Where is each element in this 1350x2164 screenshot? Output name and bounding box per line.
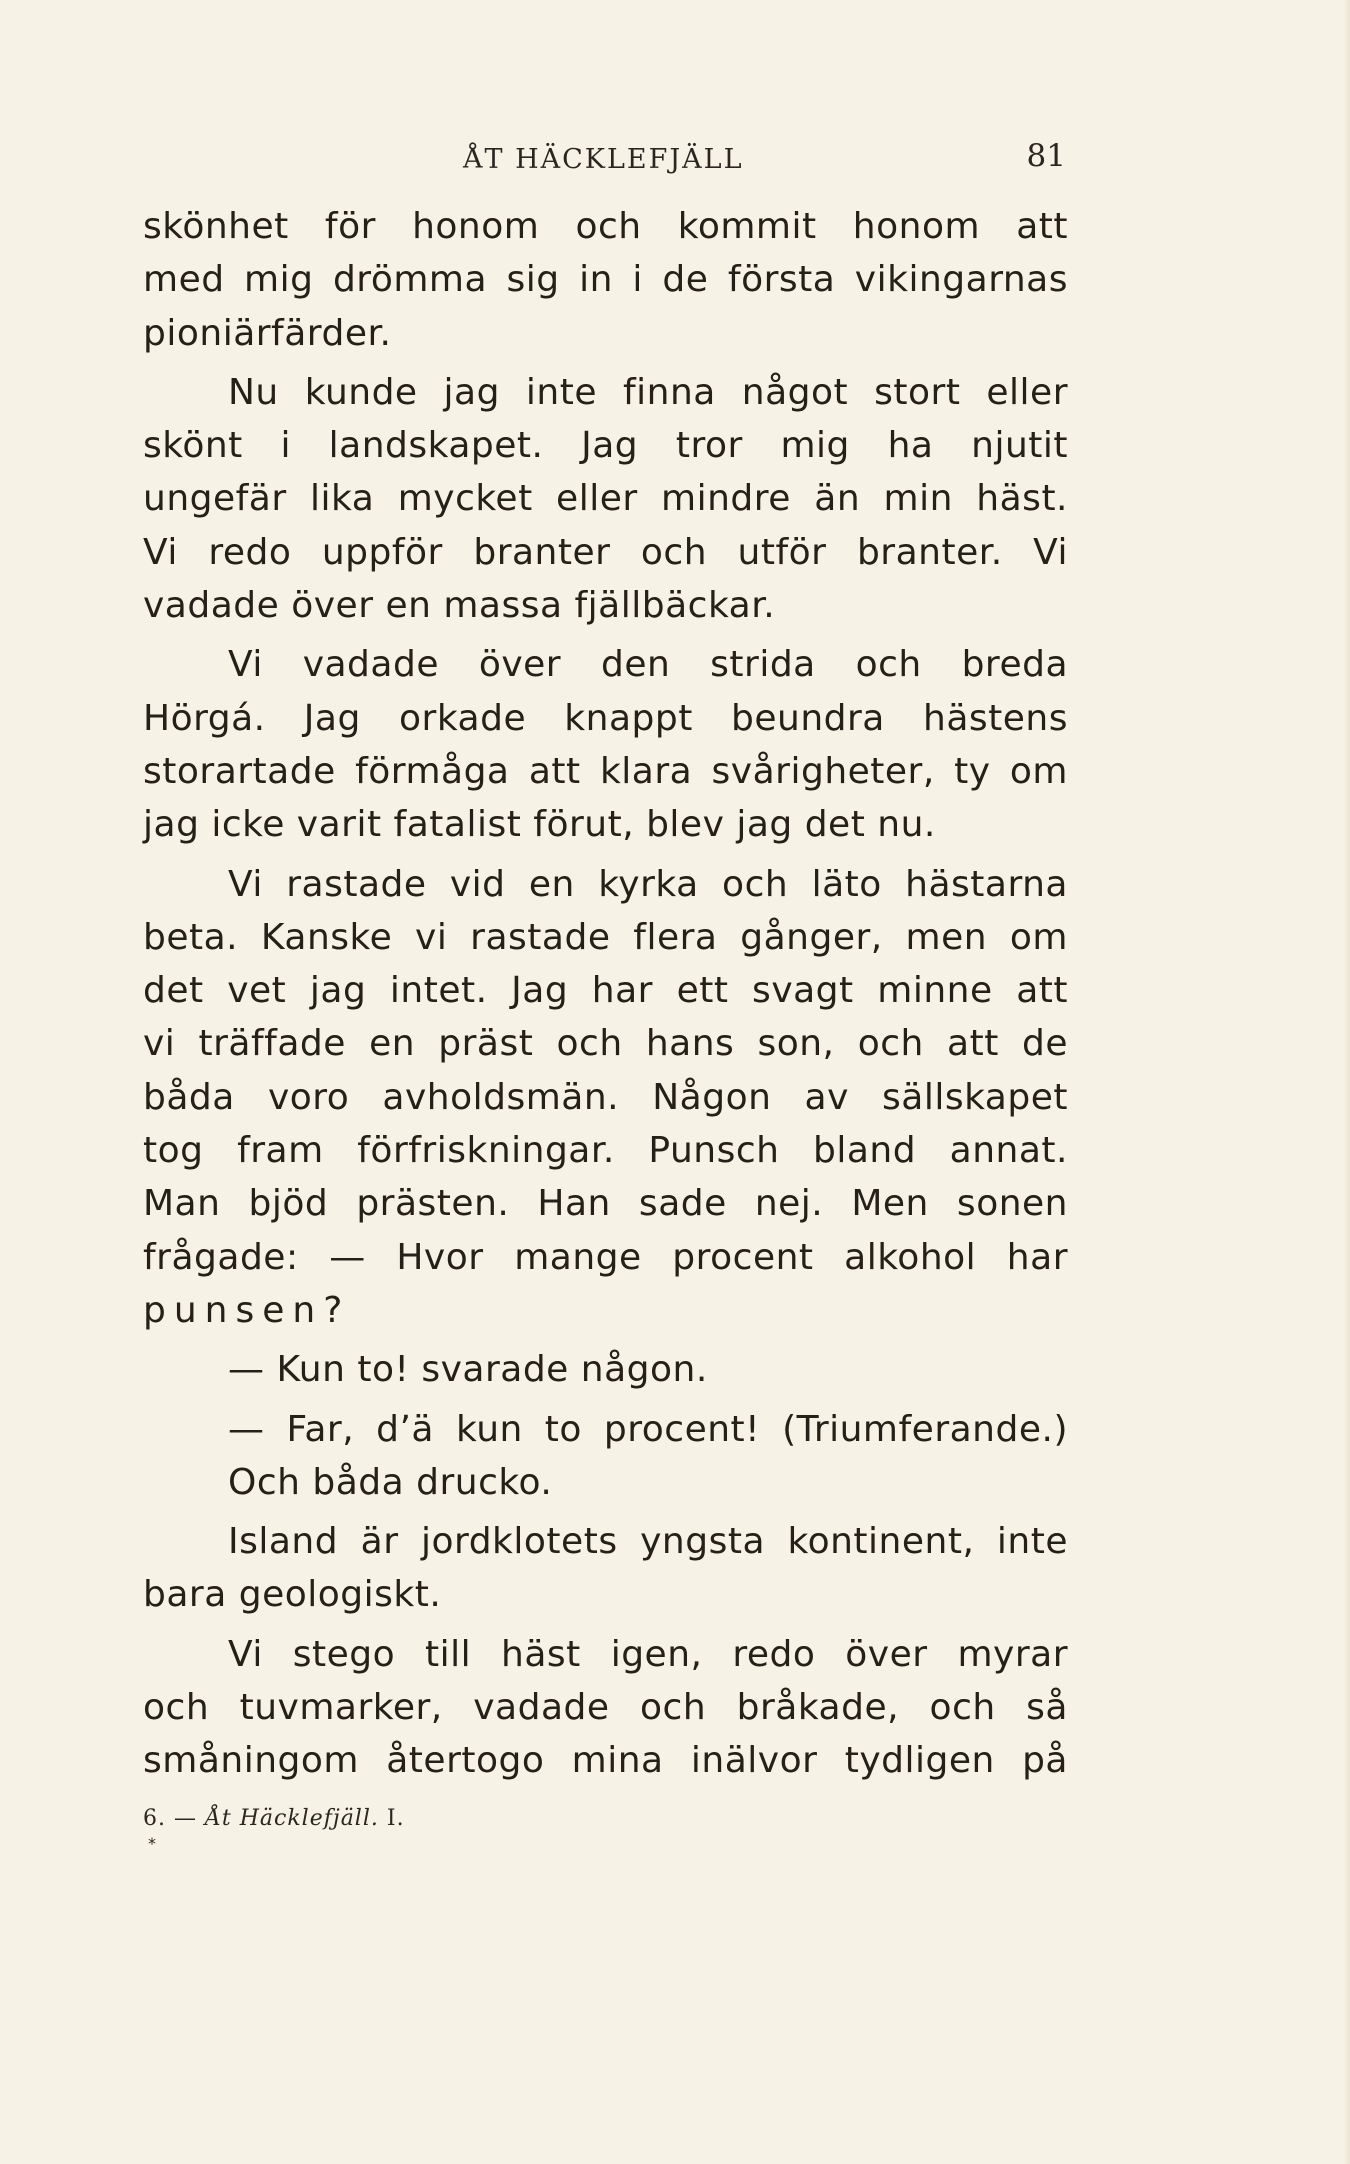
printer-signature — [143, 1806, 405, 1831]
text-line: skönt i landskapet. Jag tror mig ha njutit — [143, 425, 1068, 467]
text-line: vi träffade en präst och hans son, och att de — [143, 1023, 1068, 1065]
text-line: pioniärfärder. — [143, 312, 392, 354]
running-title: ÅT HÄCKLEFJÄLL — [463, 144, 744, 175]
text-line: ungefär lika mycket eller mindre än min häst. — [143, 478, 1068, 520]
signature-volume: I. — [386, 1806, 405, 1831]
text-line: — Kun to! svarade någon. — [228, 1349, 708, 1391]
text-line: punsen? — [143, 1289, 351, 1331]
signature-title: Åt Häcklefjäll. — [205, 1806, 379, 1831]
text-line: Och båda drucko. — [228, 1461, 553, 1503]
body-text — [143, 200, 1068, 1788]
text-line: Island är jordklotets yngsta kontinent, inte — [228, 1521, 1068, 1563]
text-line: småningom återtogo mina inälvor tydligen på — [143, 1740, 1068, 1782]
text-line: och tuvmarker, vadade och bråkade, och så — [143, 1687, 1068, 1729]
text-line: med mig drömma sig in i de första vikingarnas — [143, 259, 1068, 301]
text-line: vadade över en massa fjällbäckar. — [143, 585, 776, 627]
text-line: storartade förmåga att klara svårigheter, ty om — [143, 750, 1068, 792]
text-line: Vi stego till häst igen, redo över myrar — [228, 1633, 1068, 1675]
text-line: Vi redo uppför branter och utför branter. Vi — [143, 531, 1068, 573]
text-line: Vi rastade vid en kyrka och läto hästarna — [228, 863, 1068, 905]
text-line: tog fram förfriskningar. Punsch bland annat. — [143, 1130, 1068, 1172]
text-line: Hörgá. Jag orkade knappt beundra hästens — [143, 697, 1068, 739]
text-line: jag icke varit fatalist förut, blev jag det nu. — [143, 804, 936, 846]
text-line: frågade: — Hvor mange procent alkohol har — [143, 1236, 1068, 1278]
text-line: skönhet för honom och kommit honom att — [143, 206, 1068, 247]
text-line: båda voro avholdsmän. Någon av sällskapet — [143, 1076, 1068, 1118]
running-head — [143, 134, 1068, 184]
text-line: bara geologiskt. — [143, 1574, 442, 1616]
signature-dash: — — [174, 1806, 197, 1831]
text-line: — Far, d’ä kun to procent! (Triumferande.) — [228, 1408, 1068, 1450]
text-line: Man bjöd prästen. Han sade nej. Men sonen — [143, 1183, 1068, 1225]
text-line: Vi vadade över den strida och breda — [228, 644, 1068, 686]
page-number: 81 — [1026, 138, 1066, 174]
text-line: det vet jag intet. Jag har ett svagt minne att — [143, 970, 1068, 1012]
text-line: beta. Kanske vi rastade flera gånger, men om — [143, 916, 1068, 958]
signature-mark: * — [148, 1834, 156, 1853]
text-line: Nu kunde jag inte finna något stort eller — [228, 371, 1068, 413]
signature-number: 6. — [143, 1806, 166, 1831]
